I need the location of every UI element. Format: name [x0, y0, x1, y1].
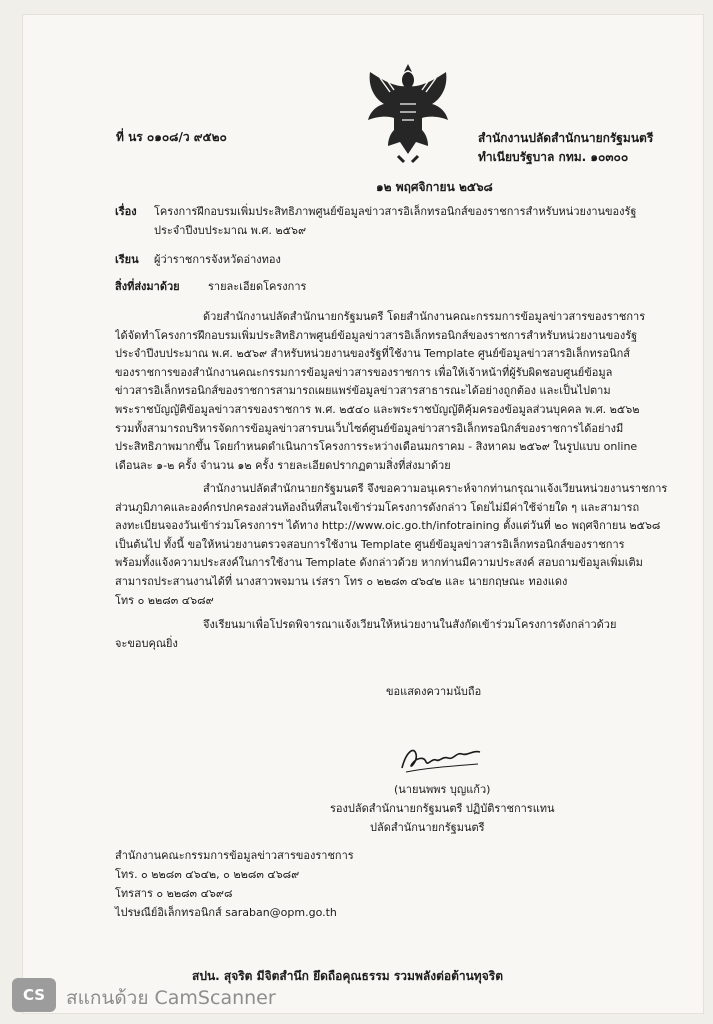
sender-address: ทำเนียบรัฐบาล กทม. ๑๐๓๐๐: [478, 150, 629, 164]
paragraph-line: สำนักงานปลัดสำนักนายกรัฐมนตรี จึงขอความอนุเคราะห์จากท่านกรุณาแจ้งเวียนหน่วยงานราชการ: [203, 482, 668, 495]
signature-icon: [396, 742, 486, 776]
body-paragraph-1: [115, 308, 675, 475]
contact-email: ไปรษณีย์อิเล็กทรอนิกส์ saraban@opm.go.th: [115, 906, 337, 919]
paragraph-line: พร้อมทั้งแจ้งความประสงค์ในการใช้งาน Template ดังกล่าวด้วย หากท่านมีความประสงค์ สอบถามข้อมูลเพิ่มเติม: [115, 556, 643, 570]
letter-date: ๑๒ พฤศจิกายน ๒๕๖๘: [376, 180, 493, 194]
paragraph-line: จึงเรียนมาเพื่อโปรดพิจารณาแจ้งเวียนให้หน่วยงานในสังกัดเข้าร่วมโครงการดังกล่าวด้วย: [203, 618, 617, 631]
body-paragraph-3: [115, 616, 675, 653]
scanner-watermark: สแกนด้วย CamScanner: [66, 987, 276, 1009]
paragraph-line: ประสิทธิภาพมากขึ้น โดยกำหนดดำเนินการโครงการระหว่างเดือนมกราคม - สิงหาคม ๒๕๖๙ ในรูปแบบ online: [115, 440, 638, 454]
paragraph-line: ด้วยสำนักงานปลัดสำนักนายกรัฐมนตรี โดยสำนักงานคณะกรรมการข้อมูลข่าวสารของราชการ: [203, 310, 646, 323]
paragraph-line: พระราชบัญญัติข้อมูลข่าวสารของราชการ พ.ศ. ๒๕๔๐ และพระราชบัญญัติคุ้มครองข้อมูลส่วนบุคคล พ.ศ. ๒๕๖๒: [115, 402, 640, 416]
contact-fax: โทรสาร ๐ ๒๒๘๓ ๔๖๙๘: [115, 887, 233, 900]
paragraph-line: โทร ๐ ๒๒๘๓ ๔๖๘๙: [115, 593, 214, 607]
subject-label: เรื่อง: [115, 205, 137, 218]
closing-phrase: ขอแสดงความนับถือ: [386, 685, 482, 698]
body-paragraph-2: [115, 480, 675, 610]
letter-page: [22, 14, 704, 1014]
recipient-value: ผู้ว่าราชการจังหวัดอ่างทอง: [154, 253, 281, 266]
reference-number: ที่ นร ๐๑๐๘/ว ๙๕๒๐: [116, 130, 227, 144]
signer-title-2: ปลัดสำนักนายกรัฐมนตรี: [370, 821, 485, 834]
paragraph-line: ได้จัดทำโครงการฝึกอบรมเพิ่มประสิทธิภาพศูนย์ข้อมูลข่าวสารอิเล็กทรอนิกส์ของราชการสำหรับหน่วยงานของรัฐ: [115, 328, 638, 342]
camscanner-logo-icon: CS: [12, 978, 56, 1012]
paragraph-line: เป็นต้นไป ทั้งนี้ ขอให้หน่วยงานตรวจสอบการใช้งาน Template ศูนย์ข้อมูลข่าวสารอิเล็กทรอนิกส์ของราชการ: [115, 537, 625, 551]
contact-phone: โทร. ๐ ๒๒๘๓ ๔๖๔๒, ๐ ๒๒๘๓ ๔๖๘๙: [115, 868, 300, 881]
paragraph-line: ส่วนภูมิภาคและองค์กรปกครองส่วนท้องถิ่นที่สนใจเข้าร่วมโครงการดังกล่าว โดยไม่มีค่าใช้จ่ายใด ๆ และสามารถ: [115, 500, 640, 514]
garuda-emblem-icon: [360, 58, 456, 166]
subject-line-1: โครงการฝึกอบรมเพิ่มประสิทธิภาพศูนย์ข้อมูลข่าวสารอิเล็กทรอนิกส์ของราชการสำหรับหน่วยงานของรัฐ: [154, 205, 637, 218]
paragraph-line: สามารถประสานงานได้ที่ นางสาวพจมาน เร่สรา โทร ๐ ๒๒๘๓ ๔๖๔๒ และ นายกฤษณะ ทองแดง: [115, 574, 568, 588]
sender-office: สำนักงานปลัดสำนักนายกรัฐมนตรี: [478, 131, 654, 145]
paragraph-line: ของราชการของสำนักงานคณะกรรมการข้อมูลข่าวสารของราชการ เพื่อให้เจ้าหน้าที่ผู้รับผิดชอบศูนย์ข้อมูล: [115, 365, 613, 379]
subject-line-2: ประจำปีงบประมาณ พ.ศ. ๒๕๖๙: [154, 224, 307, 237]
paragraph-line: ลงทะเบียนจองวันเข้าร่วมโครงการฯ ได้ทาง http://www.oic.go.th/infotraining ตั้งแต่วันที่ ๒๐ พฤศจิกายน ๒๕๖๘: [115, 519, 661, 533]
paragraph-line: ประจำปีงบประมาณ พ.ศ. ๒๕๖๙ สำหรับหน่วยงานของรัฐที่ใช้งาน Template ศูนย์ข้อมูลข่าวสารอิเล็กทรอนิกส์: [115, 347, 630, 361]
enclosure-value: รายละเอียดโครงการ: [208, 280, 307, 293]
enclosure-label: สิ่งที่ส่งมาด้วย: [115, 280, 180, 293]
contact-office: สำนักงานคณะกรรมการข้อมูลข่าวสารของราชการ: [115, 849, 354, 862]
signer-name: (นายนพพร บุญแก้ว): [394, 783, 491, 796]
paragraph-line: เดือนละ ๑-๒ ครั้ง จำนวน ๑๒ ครั้ง รายละเอียดปรากฏตามสิ่งที่ส่งมาด้วย: [115, 458, 451, 472]
recipient-label: เรียน: [115, 253, 139, 266]
paragraph-line: จะขอบคุณยิ่ง: [115, 636, 178, 650]
footer-motto: สปน. สุจริต มีจิตสำนึก ยึดถือคุณธรรม รวมพลังต่อต้านทุจริต: [192, 969, 503, 983]
paragraph-line: รวมทั้งสามารถบริหารจัดการข้อมูลข่าวสารบนเว็บไซต์ศูนย์ข้อมูลข่าวสารอิเล็กทรอนิกส์ของราชการได้อย่างมี: [115, 421, 624, 435]
signer-title-1: รองปลัดสำนักนายกรัฐมนตรี ปฏิบัติราชการแทน: [330, 802, 555, 815]
paragraph-line: ข่าวสารอิเล็กทรอนิกส์ของราชการสามารถเผยแพร่ข้อมูลข่าวสารสาธารณะได้อย่างถูกต้อง และเป็นไปตาม: [115, 384, 611, 398]
